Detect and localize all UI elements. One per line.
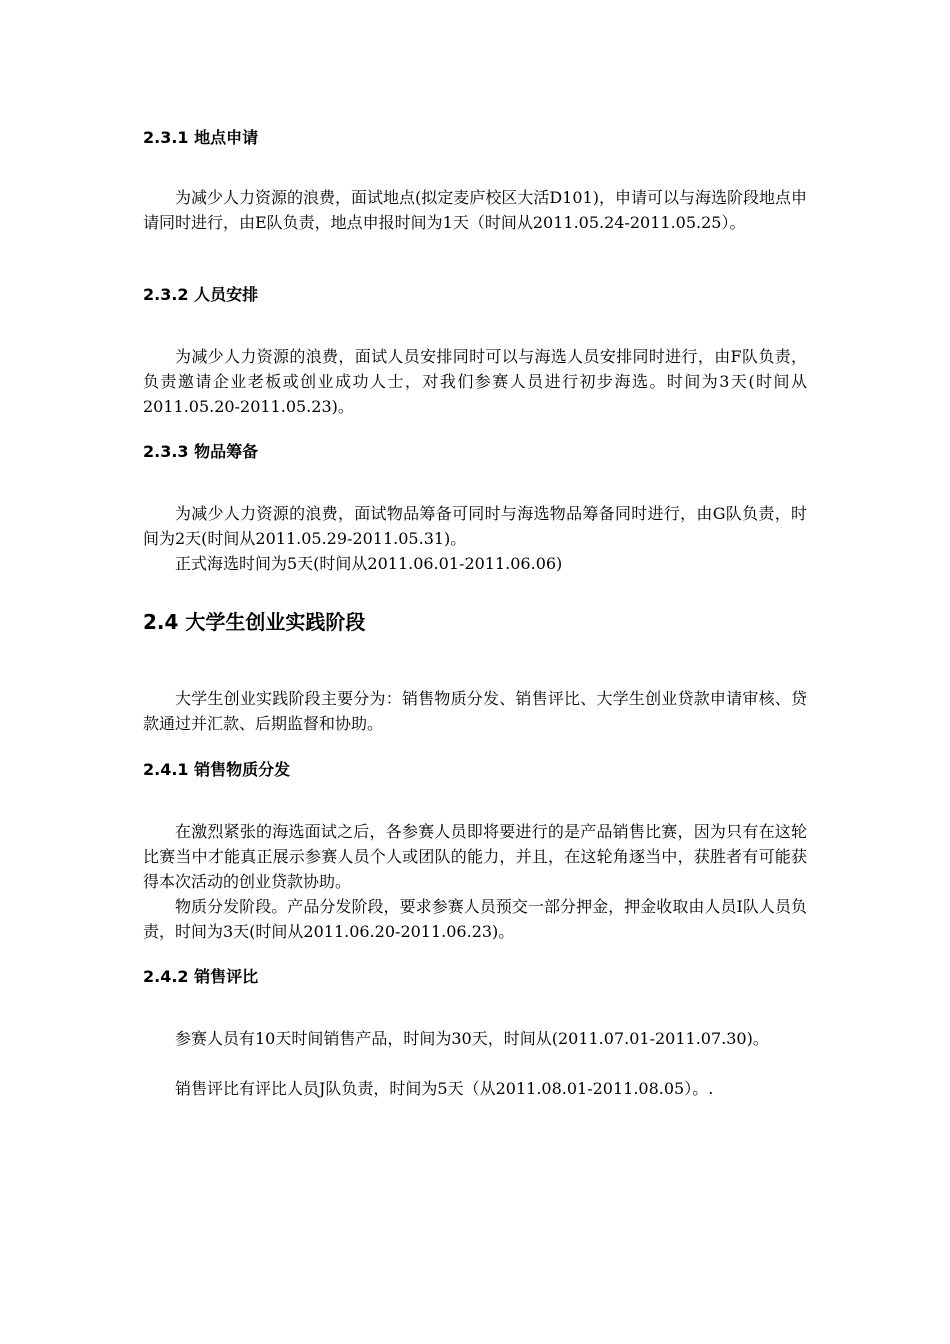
paragraph-2-4-2-b: 销售评比有评比人员J队负责，时间为5天（从2011.08.01-2011.08.05）。.	[175, 1079, 714, 1098]
heading-2-4-2: 2.4.2 销售评比	[143, 967, 259, 986]
paragraph-2-3-3-a: 为减少人力资源的浪费，面试物品筹备可同时与海选物品筹备同时进行，由G队负责，时间为2天(时间从2011.05.29-2011.05.31)。	[143, 504, 807, 548]
paragraph-2-3-1: 为减少人力资源的浪费，面试地点(拟定麦庐校区大活D101)，申请可以与海选阶段地点申请同时进行，由E队负责，地点申报时间为1天（时间从2011.05.24-2011.05.25）。	[143, 188, 807, 232]
paragraph-2-3-2: 为减少人力资源的浪费，面试人员安排同时可以与海选人员安排同时进行，由F队负责，负责邀请企业老板或创业成功人士，对我们参赛人员进行初步海选。时间为3天(时间从2011.05.20-2011.05.23)。	[143, 347, 807, 416]
paragraph-2-4-2-a: 参赛人员有10天时间销售产品，时间为30天，时间从(2011.07.01-2011.07.30)。	[175, 1029, 769, 1048]
paragraph-2-4-1-a: 在激烈紧张的海选面试之后，各参赛人员即将要进行的是产品销售比赛，因为只有在这轮比赛当中才能真正展示参赛人员个人或团队的能力，并且，在这轮角逐当中，获胜者有可能获得本次活动的创业贷款协助。	[143, 822, 807, 891]
heading-2-4-1: 2.4.1 销售物质分发	[143, 760, 291, 779]
paragraph-2-4: 大学生创业实践阶段主要分为：销售物质分发、销售评比、大学生创业贷款申请审核、贷款通过并汇款、后期监督和协助。	[143, 689, 807, 733]
heading-2-3-2: 2.3.2 人员安排	[143, 285, 259, 304]
heading-2-3-3: 2.3.3 物品筹备	[143, 442, 259, 461]
heading-2-3-1: 2.3.1 地点申请	[143, 128, 259, 147]
heading-2-4: 2.4 大学生创业实践阶段	[143, 610, 366, 634]
paragraph-2-3-3-b: 正式海选时间为5天(时间从2011.06.01-2011.06.06)	[175, 554, 563, 573]
paragraph-2-4-1-b: 物质分发阶段。产品分发阶段，要求参赛人员预交一部分押金，押金收取由人员I队人员负责，时间为3天(时间从2011.06.20-2011.06.23)。	[143, 897, 807, 941]
